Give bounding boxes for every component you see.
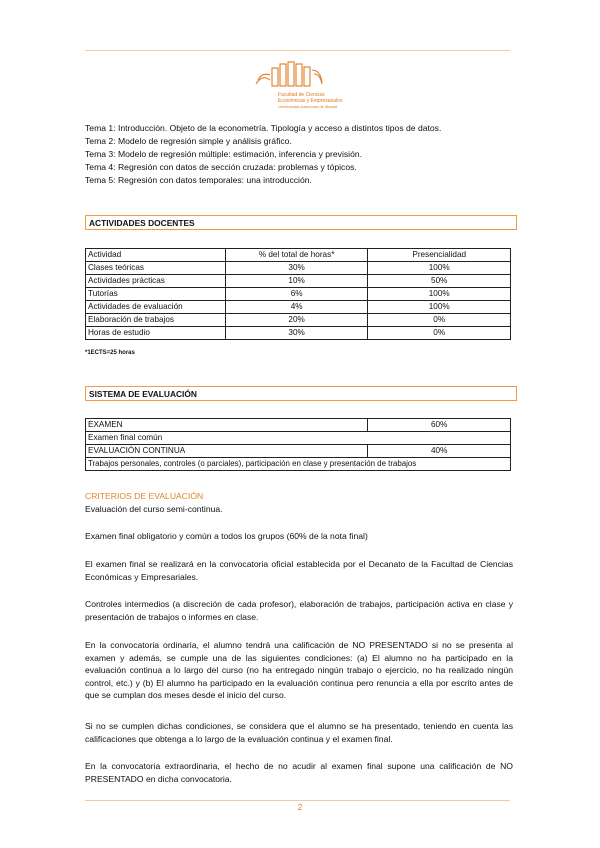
table-cell: Elaboración de trabajos bbox=[86, 314, 226, 327]
criteria-paragraph: Si no se cumplen dichas condiciones, se considera que el alumno se ha presentado, teniendo en cuenta las calificaciones que obtenga a lo largo de la evaluación continua y el examen final. bbox=[85, 721, 513, 744]
page-number: 2 bbox=[297, 803, 303, 812]
table-cell: 60% bbox=[368, 419, 511, 432]
table-row bbox=[86, 301, 511, 314]
table-cell: 100% bbox=[368, 262, 511, 275]
table-row bbox=[86, 458, 511, 471]
table-cell: 30% bbox=[225, 327, 368, 340]
table-cell: Tutorías bbox=[86, 288, 226, 301]
table-cell: 100% bbox=[368, 288, 511, 301]
evaluation-section-title: SISTEMA DE EVALUACIÓN bbox=[85, 386, 517, 401]
table-cell: 30% bbox=[225, 262, 368, 275]
activities-section-title: ACTIVIDADES DOCENTES bbox=[85, 215, 517, 230]
topic-item: Tema 2: Modelo de regresión simple y análisis gráfico. bbox=[85, 136, 292, 146]
table-cell: 4% bbox=[225, 301, 368, 314]
topics-list bbox=[85, 122, 515, 187]
table-row bbox=[86, 445, 511, 458]
table-cell: Clases teóricas bbox=[86, 262, 226, 275]
table-cell: Actividades prácticas bbox=[86, 275, 226, 288]
criteria-paragraph: El examen final se realizará en la convocatoria oficial establecida por el Decanato de la Facultad de Ciencias Económicas y Empresariales. bbox=[85, 559, 513, 582]
table-header-cell: Presencialidad bbox=[368, 249, 511, 262]
table-cell: 0% bbox=[368, 314, 511, 327]
table-cell: Horas de estudio bbox=[86, 327, 226, 340]
criteria-paragraph: En la convocatoria ordinaria, el alumno tendrá una calificación de NO PRESENTADO si no se presenta al examen y además, se cumple una de las siguientes condiciones: (a) El alumno no ha participado en la evaluación continua a lo largo del curso (no ha entregado ningún trabajo o ejercicio, no ha realizado ningún control, etc.) y (b) El alumno ha participado en la evaluación continua pero renuncia a ella por escrito antes de que se cumplan dos meses desde el inicio del curso. bbox=[85, 640, 513, 701]
table-row bbox=[86, 432, 511, 445]
table-cell: Trabajos personales, controles (o parciales), participación en clase y presentación de trabajos bbox=[86, 458, 511, 471]
topic-item: Tema 5: Regresión con datos temporales: una introducción. bbox=[85, 175, 312, 185]
header-rule bbox=[85, 50, 510, 51]
table-header-cell: % del total de horas* bbox=[225, 249, 368, 262]
table-row bbox=[86, 314, 511, 327]
table-header-row bbox=[86, 249, 511, 262]
table-row bbox=[86, 327, 511, 340]
logo-line-2: Económicas y Empresariales bbox=[278, 98, 343, 104]
table-row bbox=[86, 419, 511, 432]
table-cell: 10% bbox=[225, 275, 368, 288]
table-cell: 20% bbox=[225, 314, 368, 327]
topic-item: Tema 1: Introducción. Objeto de la econometría. Tipología y acceso a distintos tipos de datos. bbox=[85, 123, 442, 133]
table-cell: 50% bbox=[368, 275, 511, 288]
ects-note: *1ECTS=25 horas bbox=[85, 350, 135, 356]
logo-line-1: Facultad de Ciencias bbox=[278, 92, 325, 98]
logo-line-3: Universidad Autónoma de Madrid bbox=[278, 104, 338, 109]
criteria-paragraph: Examen final obligatorio y común a todos los grupos (60% de la nota final) bbox=[85, 531, 368, 541]
table-cell: 6% bbox=[225, 288, 368, 301]
activities-table bbox=[85, 248, 511, 340]
table-cell: Examen final común bbox=[86, 432, 511, 445]
logo-caption bbox=[278, 92, 348, 110]
table-row bbox=[86, 288, 511, 301]
criteria-paragraph: En la convocatoria extraordinaria, el hecho de no acudir al examen final supone una calificación de NO PRESENTADO en dicha convocatoria. bbox=[85, 761, 513, 784]
criteria-paragraph: Controles intermedios (a discreción de cada profesor), elaboración de trabajos, participación activa en clase y presentación de trabajos o informes en clase. bbox=[85, 599, 513, 622]
table-row bbox=[86, 262, 511, 275]
criteria-paragraph: Evaluación del curso semi-continua. bbox=[85, 504, 223, 514]
topic-item: Tema 3: Modelo de regresión múltiple: estimación, inferencia y previsión. bbox=[85, 149, 363, 159]
table-cell: 40% bbox=[368, 445, 511, 458]
footer-rule bbox=[85, 800, 510, 801]
table-cell: 0% bbox=[368, 327, 511, 340]
table-header-cell: Actividad bbox=[86, 249, 226, 262]
table-cell: Actividades de evaluación bbox=[86, 301, 226, 314]
table-cell: EXAMEN bbox=[86, 419, 368, 432]
criteria-title: CRITERIOS DE EVALUACIÓN bbox=[85, 491, 204, 501]
evaluation-table bbox=[85, 418, 511, 471]
table-row bbox=[86, 275, 511, 288]
table-cell: EVALUACIÓN CONTINUA bbox=[86, 445, 368, 458]
table-cell: 100% bbox=[368, 301, 511, 314]
topic-item: Tema 4: Regresión con datos de sección cruzada: problemas y tópicos. bbox=[85, 162, 357, 172]
